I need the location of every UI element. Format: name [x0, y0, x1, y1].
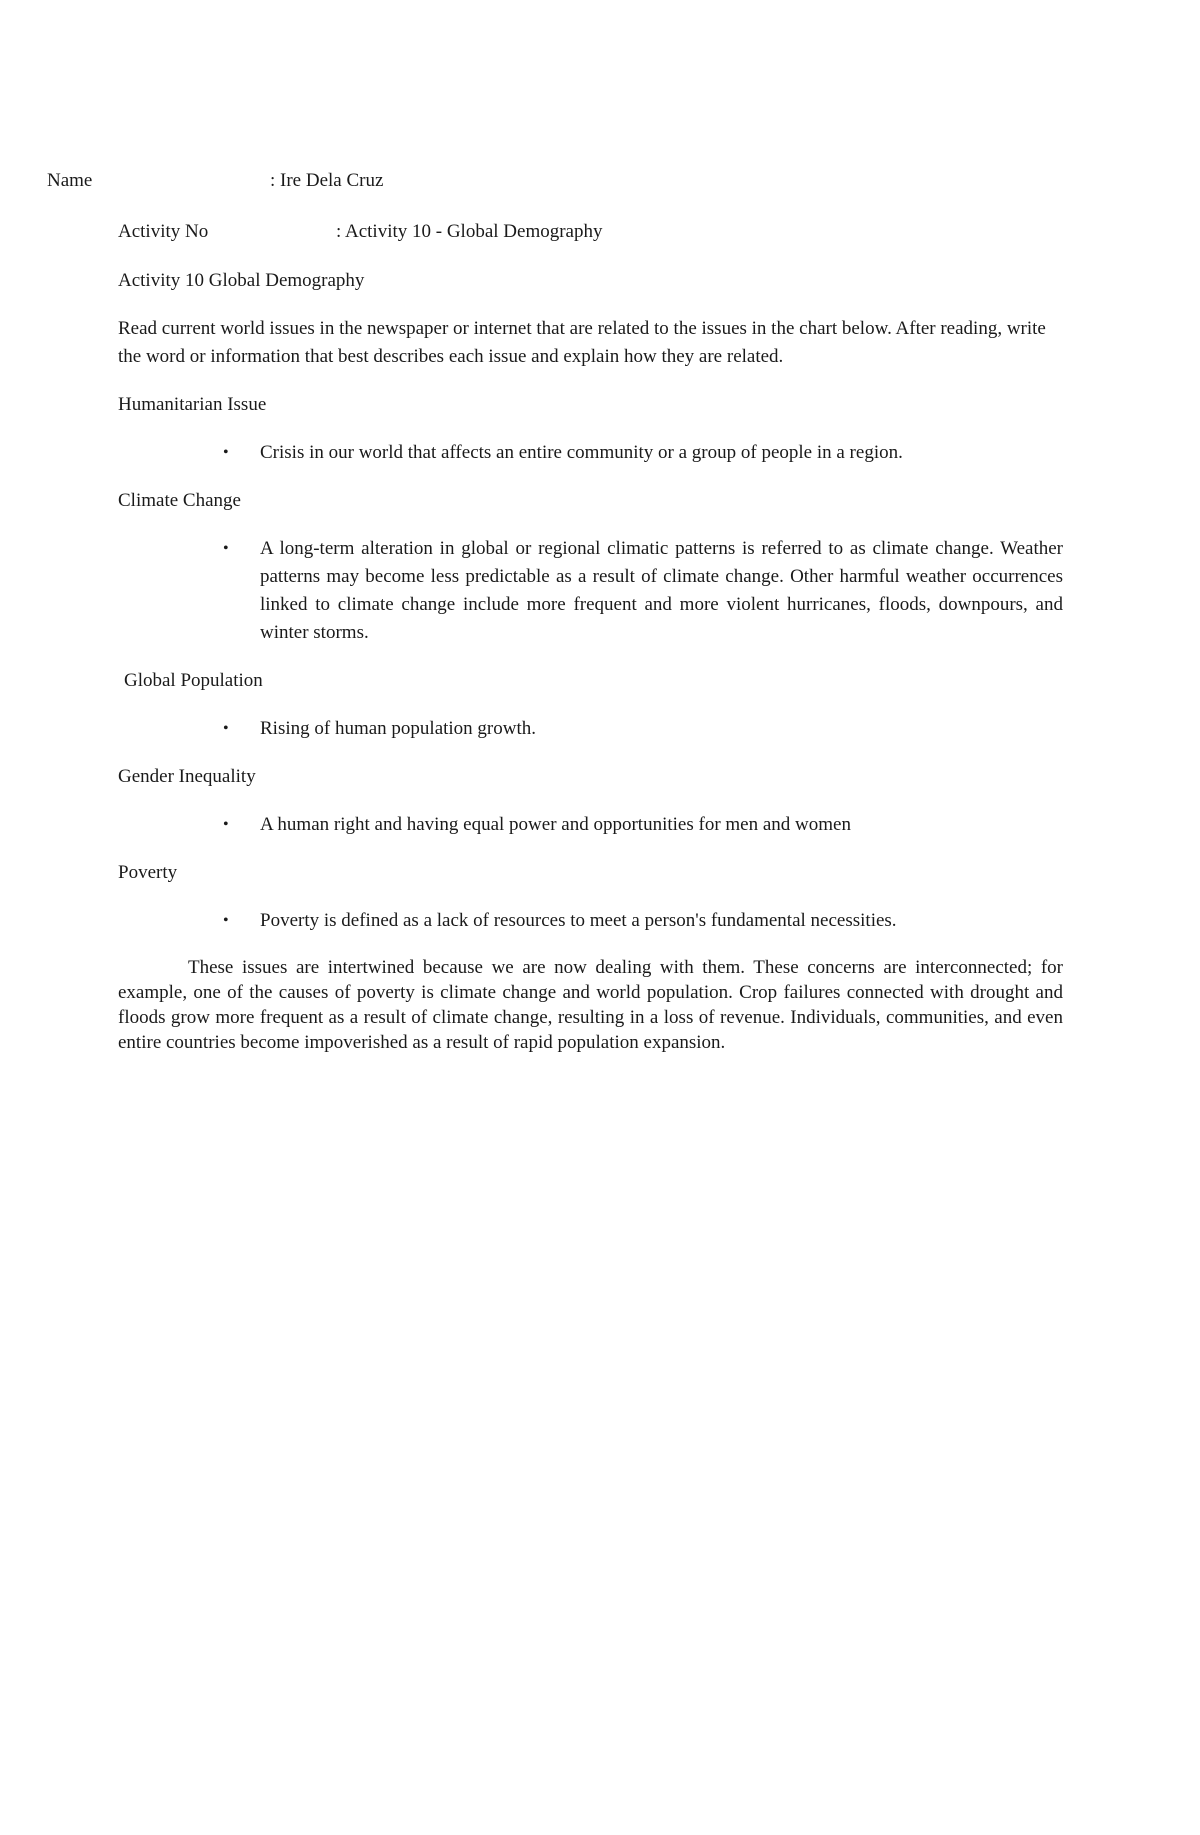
name-value: : Ire Dela Cruz [270, 170, 384, 191]
bullet-list-poverty [118, 907, 1063, 935]
bullet-list-humanitarian [118, 439, 1063, 467]
list-item [118, 439, 1063, 467]
list-item [118, 907, 1063, 935]
document-title: Activity 10 Global Demography [118, 270, 365, 291]
closing-paragraph: These issues are intertwined because we are now dealing with them. These concerns are interconnected; for example, one of the causes of poverty is climate change and world population. Crop failures connected with drought and floods grow more frequent as a result of climate change, resulting in a loss of revenue. Individuals, communities, and even entire countries become impoverished as a result of rapid population expansion. [118, 957, 1063, 1053]
bullet-text: Poverty is defined as a lack of resources to meet a person's fundamental necessities. [260, 910, 897, 931]
bullet-icon: • [223, 912, 229, 929]
name-line [47, 167, 383, 195]
activity-value: : Activity 10 - Global Demography [336, 221, 603, 242]
list-item [118, 811, 1063, 839]
bullet-list-gender [118, 811, 1063, 839]
bullet-icon: • [223, 444, 229, 461]
section-heading-poverty: Poverty [118, 862, 178, 883]
bullet-text: A human right and having equal power and opportunities for men and women [260, 814, 851, 835]
list-item [118, 715, 1063, 743]
bullet-icon: • [223, 816, 229, 833]
list-item [118, 535, 1063, 647]
section-heading-climate: Climate Change [118, 490, 241, 511]
name-label: Name [47, 170, 93, 191]
bullet-list-climate [118, 535, 1063, 647]
instructions-paragraph: Read current world issues in the newspaper or internet that are related to the issues in the chart below. After reading, write the word or information that best describes each issue and explain how they are related. [118, 318, 1046, 367]
section-heading-gender: Gender Inequality [118, 766, 256, 787]
bullet-icon: • [223, 540, 229, 557]
bullet-list-population [118, 715, 1063, 743]
document-body [118, 267, 1063, 1055]
bullet-text: A long-term alteration in global or regional climatic patterns is referred to as climate change. Weather patterns may become less predictable as a result of climate change. Other harmful weather occurrences linked to climate change include more frequent and more violent hurricanes, floods, downpours, and winter storms. [260, 538, 1063, 643]
bullet-text: Crisis in our world that affects an entire community or a group of people in a region. [260, 442, 903, 463]
section-heading-humanitarian: Humanitarian Issue [118, 394, 267, 415]
activity-line [118, 218, 602, 246]
section-heading-population: Global Population [124, 670, 263, 691]
bullet-icon: • [223, 720, 229, 737]
activity-label: Activity No [118, 221, 209, 242]
bullet-text: Rising of human population growth. [260, 718, 537, 739]
